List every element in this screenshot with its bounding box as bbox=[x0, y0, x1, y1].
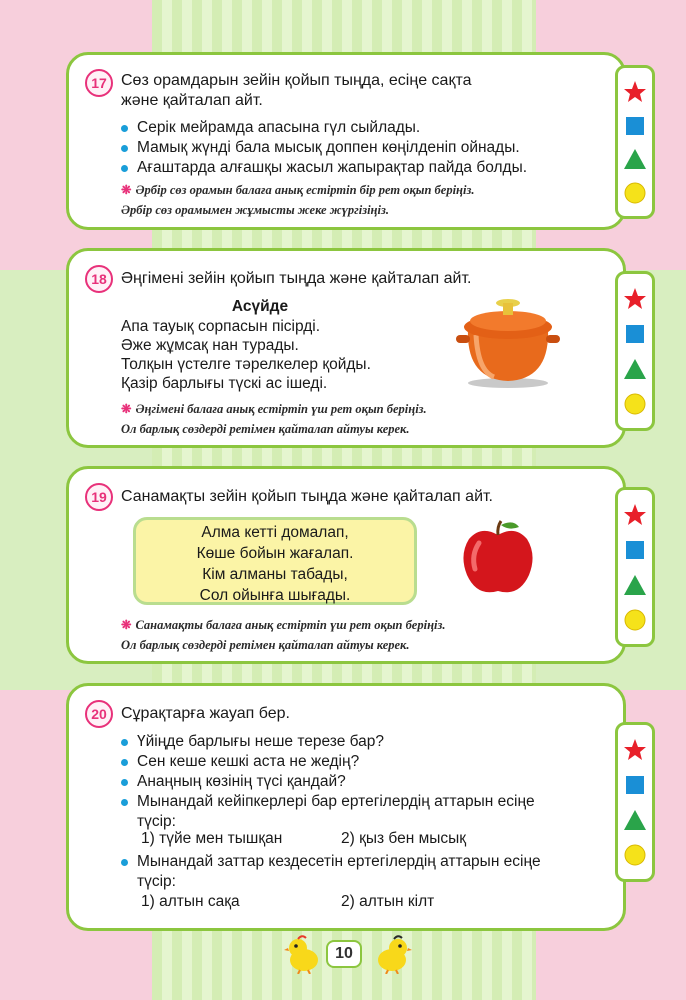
note-marker-icon: ❋ bbox=[121, 402, 132, 416]
chick-icon bbox=[284, 934, 322, 974]
star-icon bbox=[623, 738, 647, 762]
page-number: 10 bbox=[326, 940, 362, 968]
star-icon bbox=[623, 80, 647, 104]
answer-options: 1) түйе мен тышқан 2) қыз бен мысық bbox=[141, 830, 467, 847]
square-icon bbox=[625, 116, 645, 136]
list-item: Серік мейрамда апасына гүл сыйлады. bbox=[121, 118, 527, 138]
exercise-number: 18 bbox=[85, 265, 113, 293]
exercise-card-20 bbox=[66, 683, 626, 931]
phrase-list bbox=[121, 118, 527, 178]
circle-icon bbox=[624, 393, 646, 415]
square-icon bbox=[625, 775, 645, 795]
teacher-note: ❋ Әрбір сөз орамын балаға анық естіртіп бір рет оқып беріңіз. Әрбір сөз орамымен жұмысты жеке жүргізіңіз. bbox=[121, 183, 475, 217]
question-list bbox=[121, 852, 541, 892]
story-title: Асүйде bbox=[231, 298, 289, 315]
exercise-title: Сұрақтарға жауап бер. bbox=[121, 705, 290, 722]
exercise-title: Санамақты зейін қойып тыңда және қайталап айт. bbox=[121, 488, 493, 505]
triangle-icon bbox=[623, 809, 647, 831]
exercise-title: Сөз орамдарын зейін қойып тыңда, есіңе сақта және қайталап айт. bbox=[121, 72, 472, 109]
question-list bbox=[121, 732, 535, 832]
shapes-tab bbox=[615, 271, 655, 431]
list-item: Мамық жүнді бала мысық доппен көңілденіп ойнады. bbox=[121, 138, 527, 158]
answer-options: 1) алтын сақа 2) алтын кілт bbox=[141, 893, 435, 910]
triangle-icon bbox=[623, 574, 647, 596]
shapes-tab bbox=[615, 722, 655, 882]
exercise-number: 19 bbox=[85, 483, 113, 511]
note-marker-icon: ❋ bbox=[121, 183, 132, 197]
square-icon bbox=[625, 540, 645, 560]
star-icon bbox=[623, 287, 647, 311]
exercise-number: 17 bbox=[85, 69, 113, 97]
apple-image bbox=[461, 519, 535, 597]
square-icon bbox=[625, 324, 645, 344]
shapes-tab bbox=[615, 65, 655, 219]
list-item: Мынандай заттар кездесетін ертегілердің аттарын есіңе түсір: bbox=[121, 852, 541, 892]
star-icon bbox=[623, 503, 647, 527]
list-item: Үйіңде барлығы неше терезе бар? bbox=[121, 732, 535, 752]
circle-icon bbox=[624, 844, 646, 866]
pot-image bbox=[454, 291, 562, 391]
note-marker-icon: ❋ bbox=[121, 618, 132, 632]
circle-icon bbox=[624, 182, 646, 204]
list-item: Мынандай кейіпкерлері бар ертегілердің аттарын есіңе түсір: bbox=[121, 792, 535, 832]
story-text: Асүйде Апа тауық сорпасын пісірді. Әже жұмсақ нан турады. Толқын үстелге тәрелкелер қойды. Қазір барлығы түскі ас ішеді. bbox=[121, 298, 371, 392]
list-item: Анаңның көзінің түсі қандай? bbox=[121, 772, 535, 792]
chick-icon bbox=[374, 934, 412, 974]
list-item: Ағаштарда алғашқы жасыл жапырақтар пайда болды. bbox=[121, 158, 527, 178]
list-item: Сен кеше кешкі аста не жедің? bbox=[121, 752, 535, 772]
teacher-note: ❋ Әңгімені балаға анық естіртіп үш рет оқып беріңіз. Ол барлық сөздерді ретімен қайталап айтуы керек. bbox=[121, 402, 427, 436]
exercise-card-19 bbox=[66, 466, 626, 664]
triangle-icon bbox=[623, 148, 647, 170]
exercise-card-18 bbox=[66, 248, 626, 448]
exercise-card-17 bbox=[66, 52, 626, 230]
triangle-icon bbox=[623, 358, 647, 380]
rhyme-box: Алма кетті домалап, Көше бойын жағалап. Кім алманы табады, Сол ойынға шығады. bbox=[133, 517, 417, 605]
exercise-number: 20 bbox=[85, 700, 113, 728]
shapes-tab bbox=[615, 487, 655, 647]
exercise-title: Әңгімені зейін қойып тыңда және қайталап айт. bbox=[121, 270, 472, 287]
circle-icon bbox=[624, 609, 646, 631]
teacher-note: ❋ Санамақты балаға анық естіртіп үш рет оқып беріңіз. Ол барлық сөздерді ретімен қайталап айтуы керек. bbox=[121, 618, 446, 652]
